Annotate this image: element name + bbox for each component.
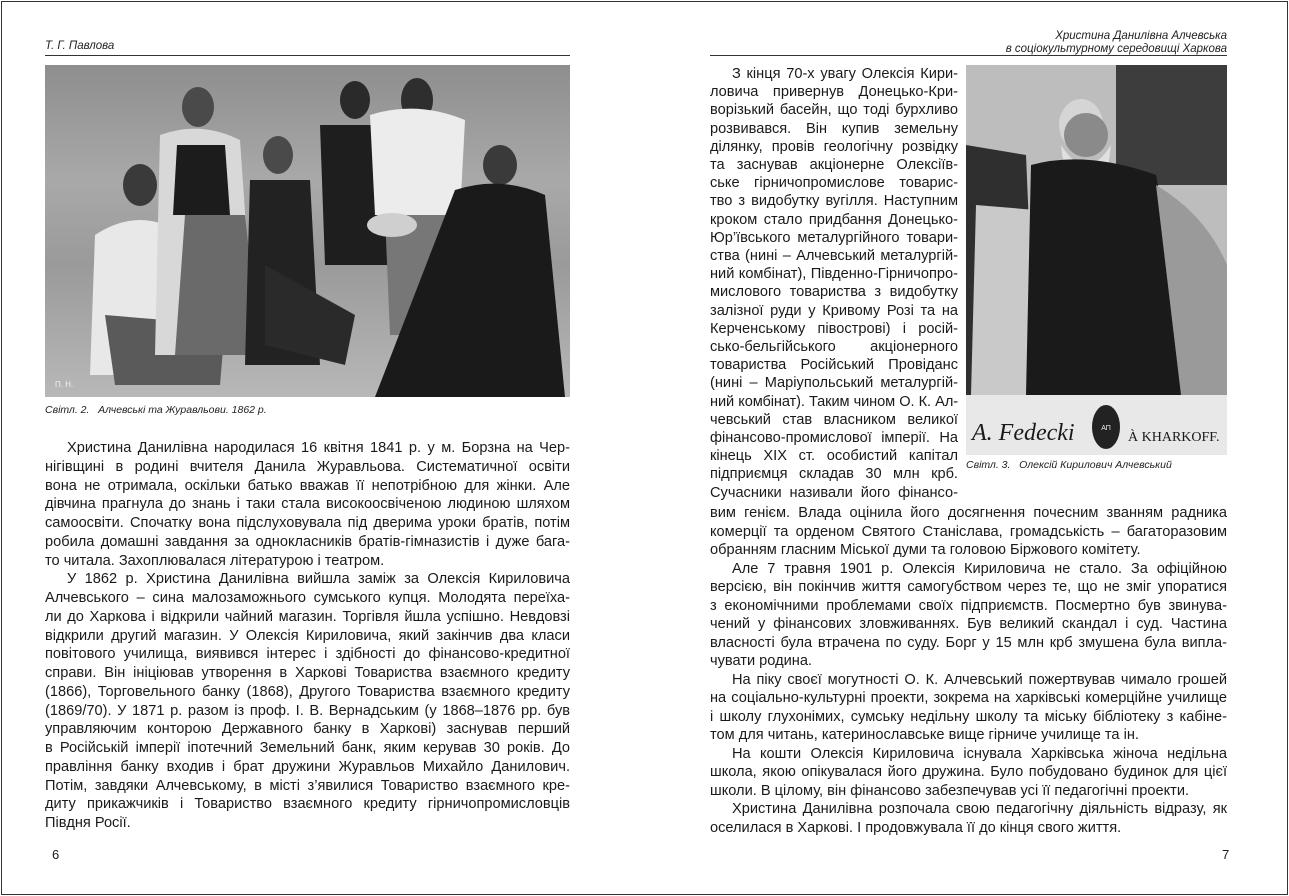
group-photo-figures [45, 65, 570, 397]
text-line: тво з видобутку вугілля. Наступним [710, 193, 958, 210]
text-line: ділянку, провів геологічну розвідку [710, 138, 958, 155]
text-line: повітового училища, виявився інтерес і здібності до фінансово-кредитної [45, 646, 570, 663]
text-line: Юр’ївського металургійного товари- [710, 229, 958, 246]
text-line: вим генієм. Влада оцінила його досягнення почесним званням радника [710, 505, 1227, 521]
monogram: АП [1101, 425, 1111, 432]
text-line: На піку своєї могутності О. К. Алчевський пожертвував чимало грошей [732, 671, 1227, 688]
text-line: школа, якою опікувалася його дружина. Було побудовано будинок для цієї [710, 764, 1227, 780]
text-line: обранням гласним Міської думи та головою Біржового комітету. [710, 542, 1141, 558]
text-line: З кінця 70-х увагу Олексія Кири- [732, 66, 958, 82]
right-page [645, 0, 1289, 896]
text-line: ворізький басейн, що тоді бурхливо [710, 102, 958, 119]
page-number: 7 [1222, 847, 1230, 862]
text-line: Керченському півострові) і росій- [710, 320, 958, 337]
text-line: вона не отримала, оскільки батько вважав її непотрібною для жінки. Але [45, 477, 570, 494]
text-line: (1869/70). У 1871 р. разом із проф. І. В. Вернадським (у 1868–1876 рр. був [45, 702, 570, 719]
text-line: і школу глухонімих, сумську недільну школу та міську бібліотеку з кабіне- [710, 708, 1227, 725]
text-line: Христина Данилівна розпочала свою педагогічну діяльність відразу, як [732, 801, 1227, 817]
text-line: справи. Він ініціював утворення в Харкові Товариства взаємного кредиту [45, 665, 570, 681]
photographer-city: À KHARKOFF. [1128, 430, 1220, 445]
text-line: підприємця складав 30 млн крб. [710, 466, 958, 483]
text-line: На кошти Олексія Кириловича існувала Харківська жіноча недільна [732, 745, 1227, 762]
text-line: управляючим конторою Державного банку в Харкові) заснував перший [45, 721, 570, 738]
text-line: кінець XIX ст. особистий капітал [710, 448, 958, 465]
text-line: (нині – Маріупольський металургій- [710, 375, 958, 392]
text-line: оселилася в Харкові. І продовжувала її до кінця свого життя. [710, 819, 1122, 836]
header-rule [45, 55, 570, 56]
text-line: версією, він покінчив життя самогубством через те, що не зміг упоратися [710, 579, 1227, 595]
text-line: чувати родина. [710, 653, 812, 669]
text-line: чений у фінансових зловживаннях. Був великий скандал і суд. Частина [710, 616, 1227, 632]
running-head-line-2: в соціокультурному середовищі Харкова [1005, 43, 1227, 55]
text-line: залізної руди у Кривому Розі та на [710, 302, 958, 319]
text-line: фінансово-промислової імперії. На [710, 430, 958, 447]
text-line: відкрили другий магазин. У Олексія Кириловича, який закінчив два класи [45, 627, 570, 644]
photo-caption: Світл. 2. Алчевські та Журавльови. 1862 р. [45, 404, 267, 416]
photo-studio-mark: П. Н. [55, 380, 74, 389]
text-line: самоосвіти. Спочатку вона підслуховувала під дверима уроки братів, потім [45, 515, 570, 531]
text-line: комерції та орденом Святого Станіслава, громадськість – багаторазовим [710, 523, 1227, 540]
text-line: дівчина прагнула до знань і таки стала високоосвіченою людиною шляхом [45, 496, 570, 513]
text-line: Але 7 травня 1901 р. Олексія Кириловича не стало. За офіційною [732, 560, 1227, 577]
text-line: диту прикажчиків і Товариство взаємного кредиту гірничопромисловців [45, 796, 570, 813]
text-line: та заснував акціонерне Олексіїв- [710, 157, 958, 174]
text-line: правління банку входив і брат дружини Журавльов Михайло Данилович. [45, 758, 570, 775]
text-line: нігівщині в родині вчителя Данила Журавльова. Систематичної освіти [45, 458, 570, 475]
running-head-title [1006, 30, 1227, 56]
text-line: Христина Данилівна народилася 16 квітня 1841 р. у м. Борзна на Чер- [67, 440, 570, 456]
text-line: ське гірничопромислове товарис- [710, 175, 958, 192]
page-number: 6 [52, 847, 60, 862]
text-line: сько-бельгійського акціонерного [710, 339, 958, 356]
portrait-figure [966, 65, 1227, 455]
text-line: чевський став власником великої [710, 411, 958, 428]
portrait-caption: Світл. 3. Олексій Кирилович Алчевський [966, 459, 1172, 471]
text-line: робила домашні завдання за однокласників братів-гімназистів і дуже бага- [45, 533, 570, 550]
photographer-signature: A. Fedecki [972, 420, 1075, 446]
text-line: У 1862 р. Христина Данилівна вийшла заміж за Олексія Кириловича [67, 571, 570, 588]
text-line: том для читань, катеринославське вище гірниче училище та ін. [710, 727, 1139, 743]
running-head-line-1: Христина Данилівна Алчевська [1055, 30, 1227, 42]
text-line: товариства Російський Провіданс [710, 357, 958, 374]
text-line: в Російській імперії іпотечний Земельний банк, яким керував 30 років. До [45, 740, 570, 756]
text-line: власності була втрачена по суду. Борг у 15 млн крб змушена була випла- [710, 634, 1227, 651]
right-narrow-text [710, 65, 958, 502]
text-line: ловича привернув Донецько-Кри- [710, 84, 958, 101]
text-line: Алчевського – сина малозаможнього сумського купця. Молодята переїха- [45, 590, 570, 606]
group-photo [45, 65, 570, 397]
portrait-photo [966, 65, 1227, 455]
right-body-text [710, 504, 1227, 837]
text-line: ний комбінат). Таким чином О. К. Ал- [710, 393, 958, 410]
text-line: мислового товариства з видобутку [710, 284, 958, 301]
text-line: кроком стало придбання Донецько- [710, 211, 958, 228]
text-line: з економічними проблемами своїх підприємств. Посмертно був звинува- [710, 597, 1227, 614]
running-head-author: Т. Г. Павлова [45, 40, 115, 52]
left-body-text [45, 439, 570, 833]
text-line: на соціально-культурні проекти, зокрема на харківські комерційне училище [710, 690, 1227, 706]
text-line: школи. В цілому, він фінансово забезпечував усі її педагогічні проекти. [710, 782, 1190, 799]
text-line: ли до Харкова і відкрили чайний магазин. Торгівля йшла успішно. Невдовзі [45, 608, 570, 625]
text-line: то читала. Захоплювалася літературою і театром. [45, 552, 385, 569]
header-rule [710, 55, 1227, 56]
text-line: Сучасники називали його фінансо- [710, 484, 958, 501]
text-line: розвивався. Він купив земельну [710, 120, 958, 137]
text-line: (1866), Торговельного банку (1868), Другого Товариства взаємного кредиту [45, 683, 570, 700]
text-line: Півдня Росії. [45, 815, 131, 831]
text-line: ний комбінат), Південно-Гірничопро- [710, 266, 958, 283]
text-line: Потім, завдяки Алчевському, в місті з’явилися Товариство взаємного кре- [45, 777, 570, 794]
text-line: ства (нині – Алчевський металургій- [710, 248, 958, 265]
